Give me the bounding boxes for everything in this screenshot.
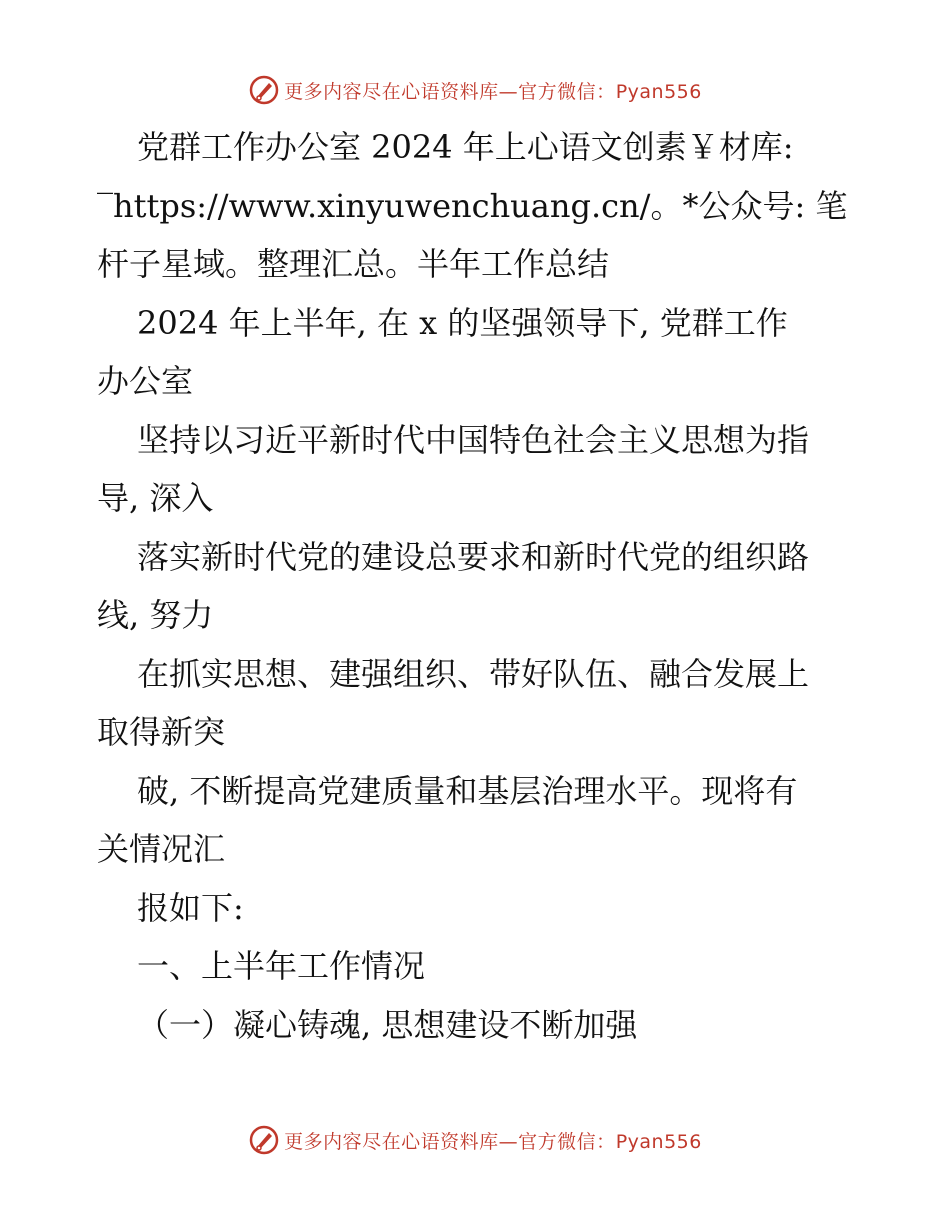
paragraph-line: 2024 年上半年, 在 x 的坚强领导下, 党群工作 <box>137 303 788 342</box>
section-heading: 一、上半年工作情况 <box>137 947 426 985</box>
pen-circle-logo-icon <box>248 1124 280 1156</box>
paragraph-line: 线, 努力 <box>97 596 214 634</box>
watermark-header <box>0 70 950 110</box>
paragraph-line: 破, 不断提高党建质量和基层治理水平。现将有 <box>137 771 798 810</box>
paragraph-line: 坚持以习近平新时代中国特色社会主义思想为指 <box>137 420 810 459</box>
paragraph-line: 导, 深入 <box>97 479 214 517</box>
subsection-heading: （一）凝心铸魂, 思想建设不断加强 <box>137 1005 638 1044</box>
title-line-1: 党群工作办公室 2024 年上心语文创素￥材库: <box>137 128 794 166</box>
paragraph-line: 关情况汇 <box>97 830 226 868</box>
watermark-text: 更多内容尽在心语资料库—官方微信：Pyan556 <box>284 80 702 103</box>
title-line-3: 杆子星域。整理汇总。半年工作总结 <box>97 245 610 283</box>
paragraph-line: 报如下: <box>137 888 244 927</box>
document-body <box>97 118 857 1054</box>
paragraph-line: 落实新时代党的建设总要求和新时代党的组织路 <box>137 537 810 576</box>
watermark-footer <box>0 1120 950 1160</box>
paragraph-line: 取得新突 <box>97 713 226 751</box>
pen-circle-logo-icon <box>248 74 280 106</box>
paragraph-line: 办公室 <box>97 362 194 400</box>
paragraph-line: 在抓实思想、建强组织、带好队伍、融合发展上 <box>137 654 810 693</box>
title-line-2: ‾https://www.xinyuwenchuang.cn/。*公众号: 笔 <box>97 186 848 225</box>
watermark-text: 更多内容尽在心语资料库—官方微信：Pyan556 <box>284 1130 702 1153</box>
